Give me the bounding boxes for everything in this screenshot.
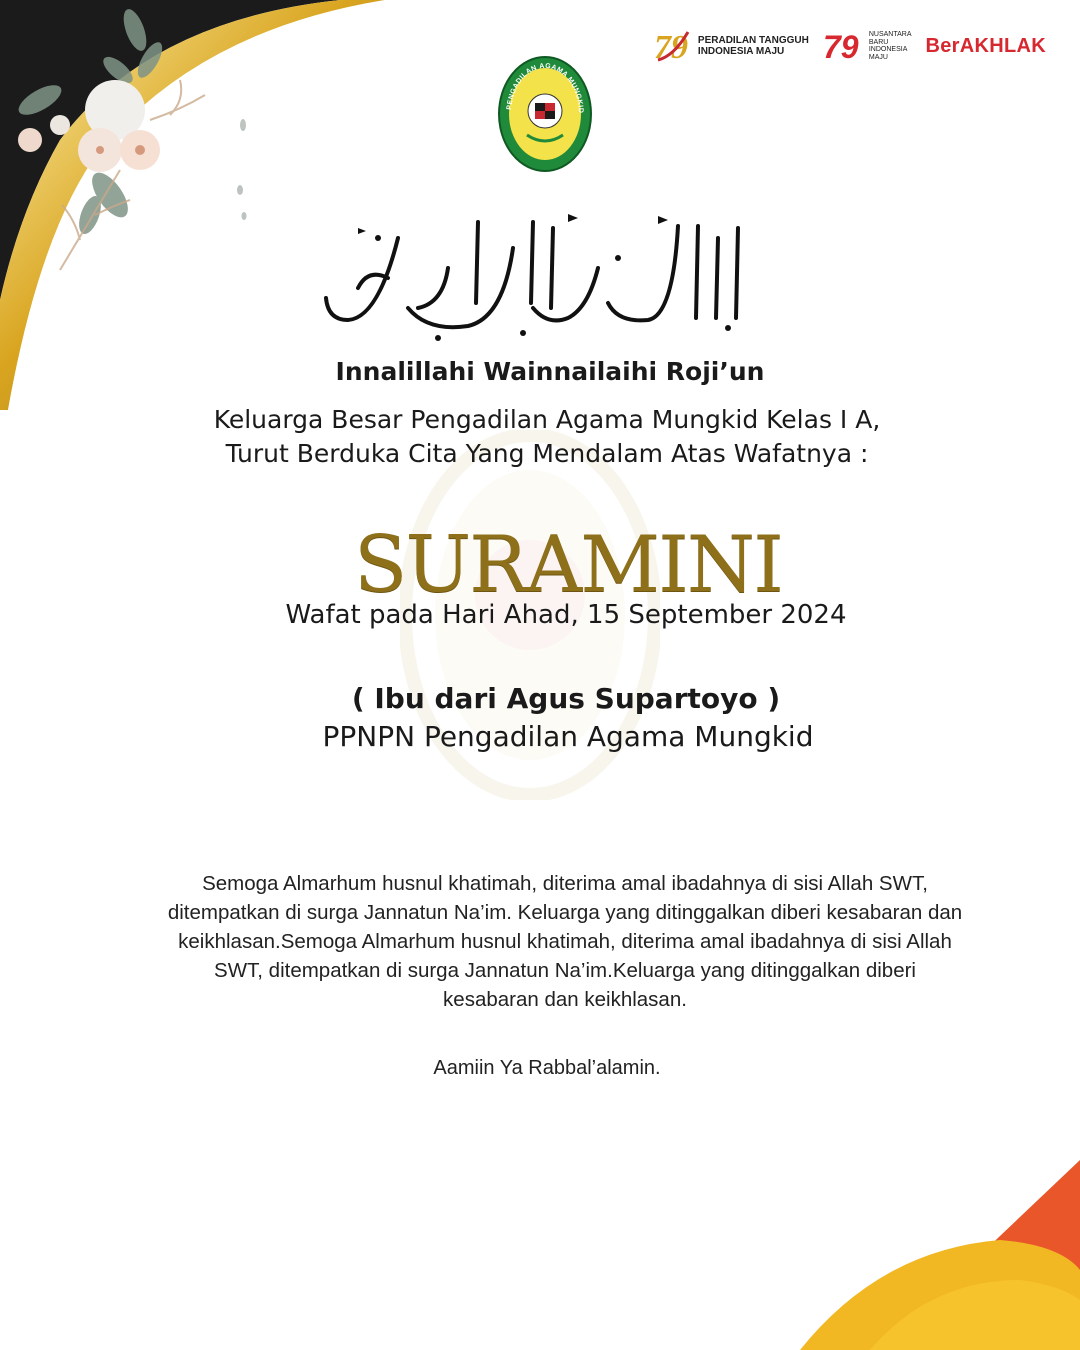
court-emblem-icon (497, 55, 593, 173)
death-date: Wafat pada Hari Ahad, 15 September 2024 (285, 600, 847, 630)
emblem-ring-text: PENGADILAN AGAMA MUNGKID (506, 62, 585, 114)
deceased-name: SURAMINI (354, 520, 782, 610)
relation-line: ( Ibu dari Agus Supartoyo ) (351, 682, 781, 715)
family-statement-line2: Turut Berduka Cita Yang Mendalam Atas Wafatnya : (225, 439, 869, 468)
logo-79-caption: PERADILAN TANGGUH INDONESIA MAJU (697, 35, 809, 57)
logo-hut-79 (823, 26, 912, 66)
partner-logos (652, 22, 1046, 70)
logo-79-icon (652, 26, 694, 66)
logo-peradilan-tangguh (652, 26, 809, 66)
logo-hut-caption: NUSANTARA BARU INDONESIA MAJU (868, 31, 912, 61)
bottom-corner-decoration (760, 1160, 1080, 1350)
logo-hut-number: 79 (822, 29, 859, 65)
condolence-header: Innalillahi Wainnailaihi Roji’un (335, 357, 765, 386)
logo-hut-icon (823, 26, 865, 66)
position-line: PPNPN Pengadilan Agama Mungkid (322, 720, 814, 753)
logo-79-number: 79 (653, 29, 688, 66)
berakhlak-logo: BerAKHLAK (925, 34, 1046, 57)
closing-prayer: Aamiin Ya Rabbal’alamin. (433, 1057, 661, 1079)
prayer-paragraph: Semoga Almarhum husnul khatimah, diterima amal ibadahnya di sisi Allah SWT, ditempatkan di surga Jannatun Na’im. Keluarga yang ditinggalkan diberi kesabaran dan keikhlasan.Semoga Almarhum husnul khatimah, diterima amal ibadahnya di sisi Allah SWT, ditempatkan di surga Jannatun Na’im.Keluarga yang ditinggalkan diberi kesabaran dan keikhlasan. (167, 872, 963, 1011)
family-statement-line1: Keluarga Besar Pengadilan Agama Mungkid Kelas I A, (213, 405, 881, 434)
arabic-calligraphy-image (318, 208, 764, 346)
